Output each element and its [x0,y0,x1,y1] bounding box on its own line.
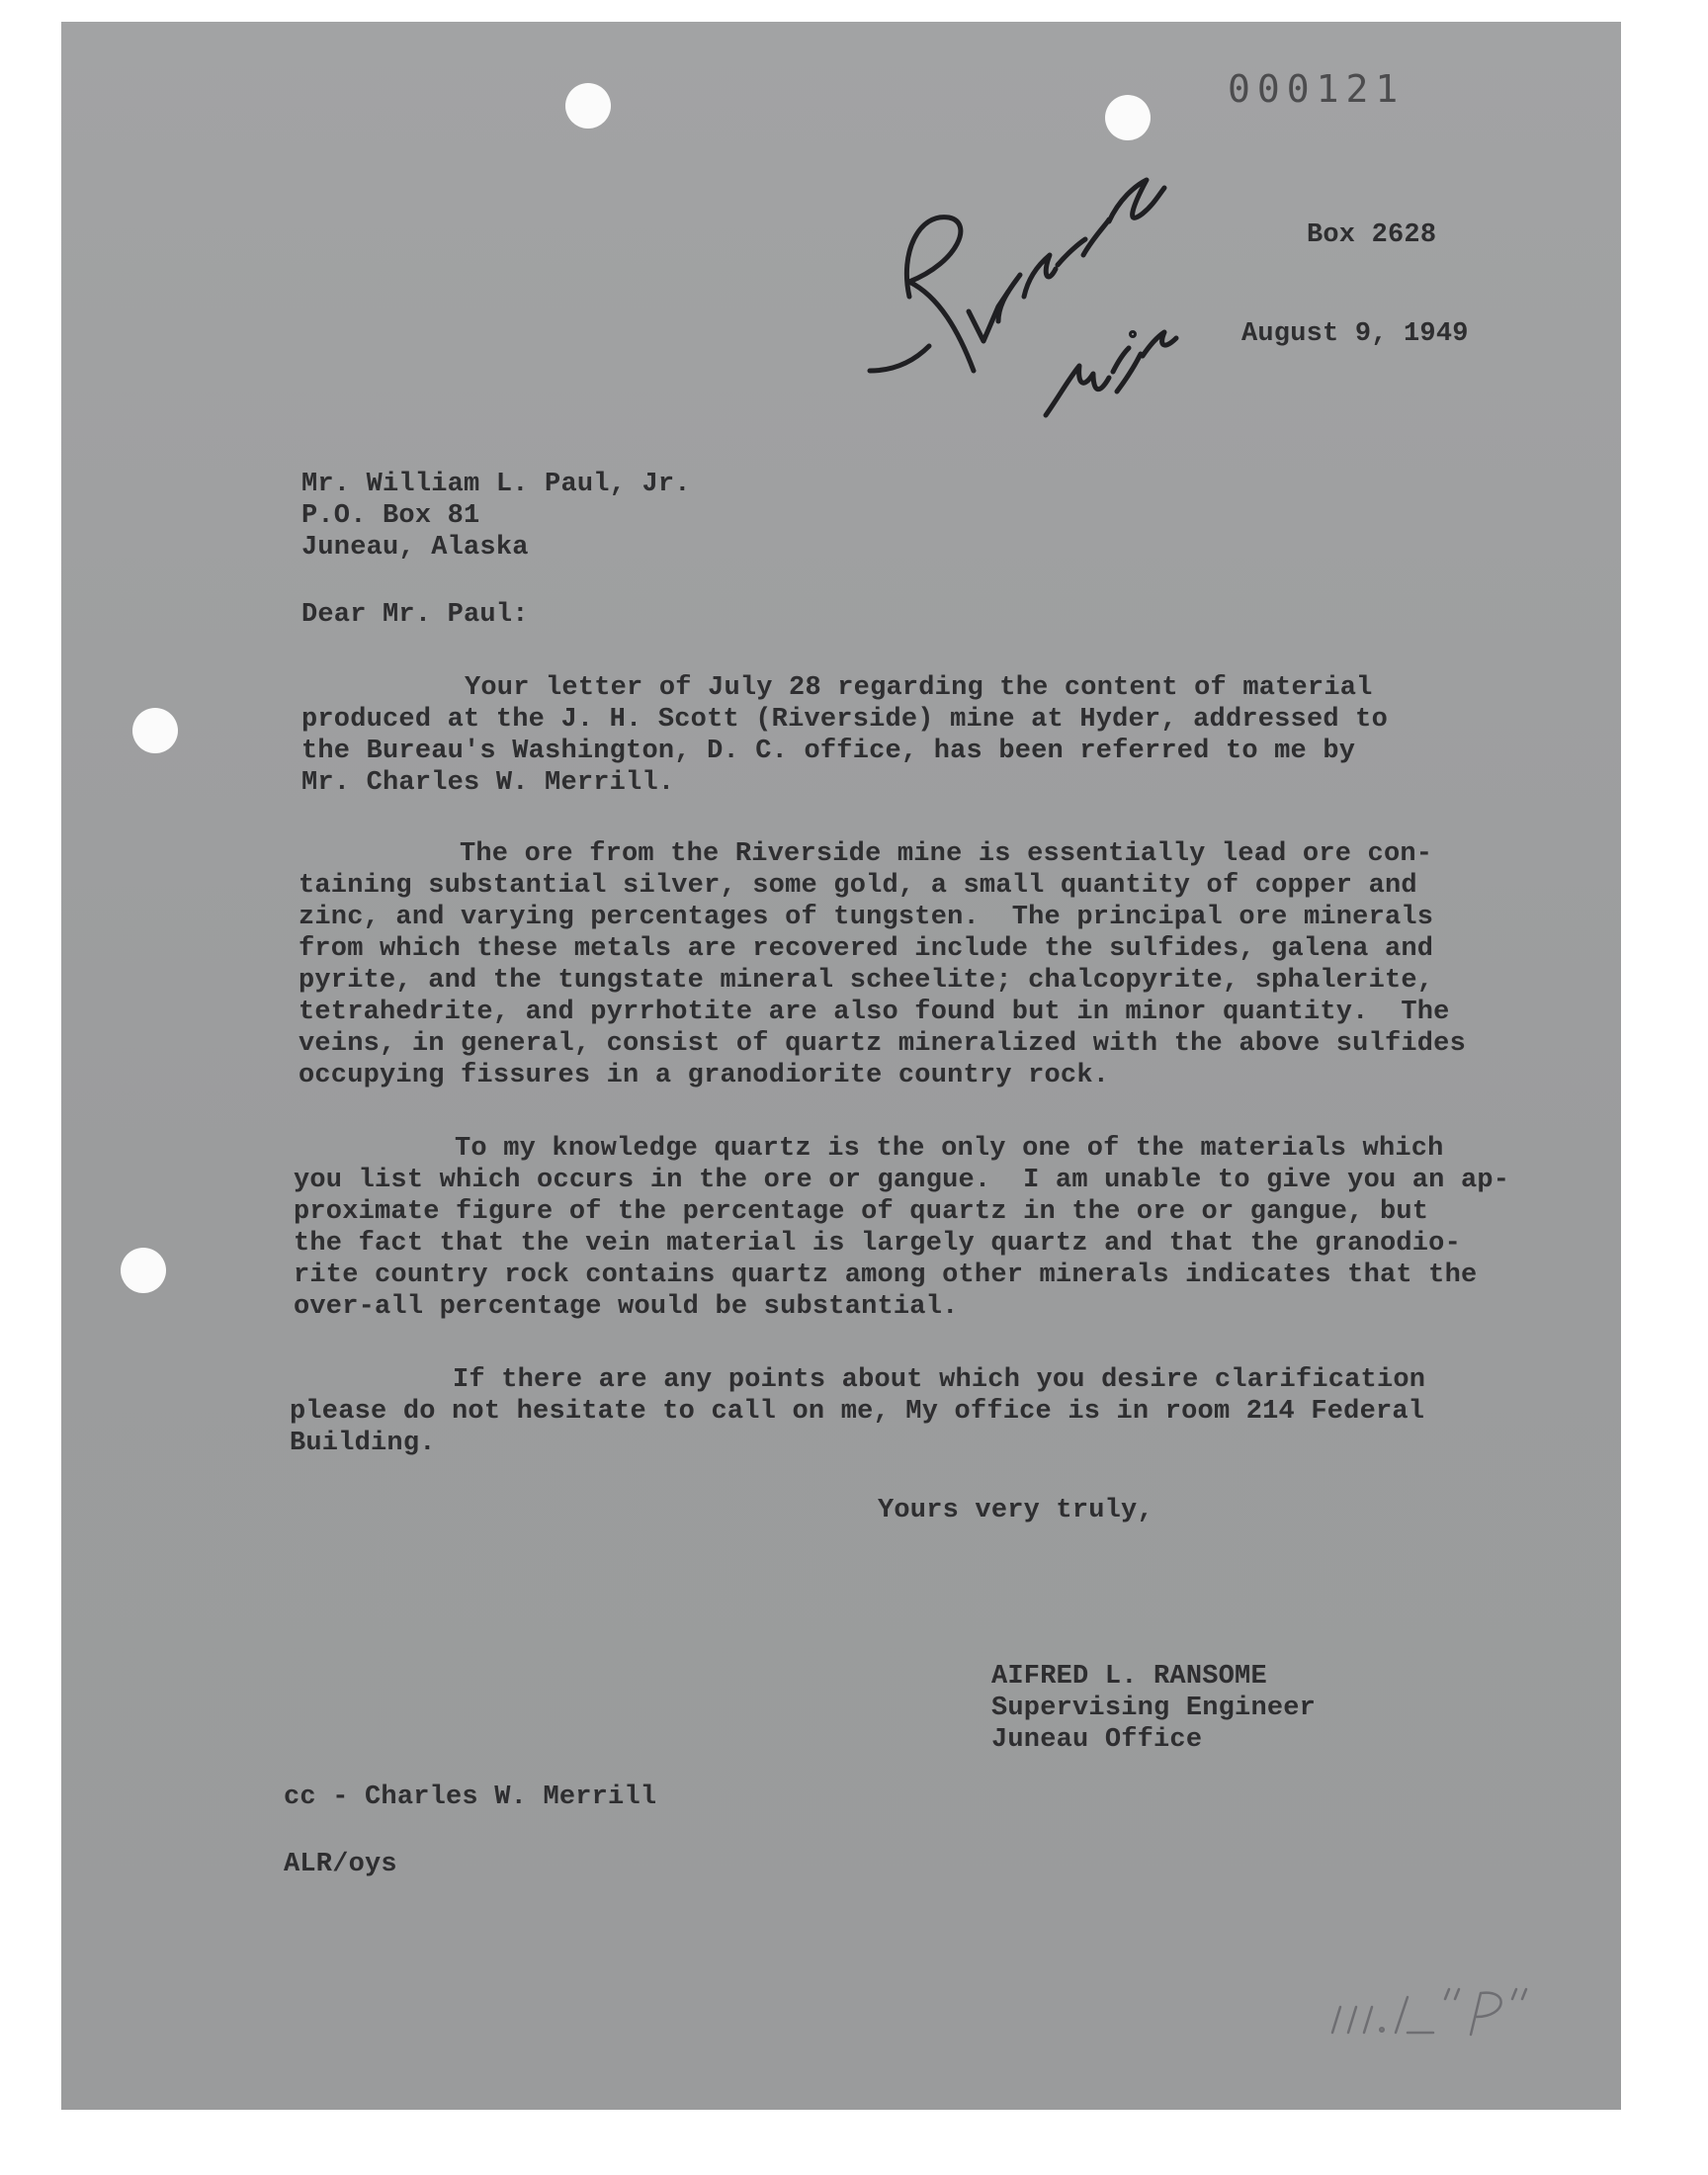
paragraph-line: the fact that the vein material is largely quartz and that the granodio- [294,1229,1461,1259]
letter-box-number: Box 2628 [1307,220,1437,250]
paragraph-line: The ore from the Riverside mine is essentially lead ore con- [460,839,1433,869]
paragraph-line: please do not hesitate to call on me, My office is in room 214 Federal [290,1397,1425,1427]
closing: Yours very truly, [878,1496,1153,1525]
paragraph-line: rite country rock contains quartz among other minerals indicates that the [294,1261,1478,1290]
paragraph-line: Building. [290,1429,436,1458]
letter-date: August 9, 1949 [1241,319,1469,349]
paragraph-line: zinc, and varying percentages of tungsten. The principal ore minerals [299,903,1434,932]
punch-hole-top-right [1105,95,1151,140]
recipient-city: Juneau, Alaska [301,533,529,563]
punch-hole-middle [132,708,178,753]
recipient-address: P.O. Box 81 [301,501,480,531]
signer-name: AIFRED L. RANSOME [991,1662,1267,1692]
paragraph-line: To my knowledge quartz is the only one of the materials which [455,1134,1444,1164]
handwritten-riverside-mine [850,158,1186,435]
paragraph-line: Mr. Charles W. Merrill. [301,768,675,798]
punch-hole-lower [121,1248,166,1293]
salutation: Dear Mr. Paul: [301,600,529,630]
signer-office: Juneau Office [991,1725,1203,1755]
recipient-name: Mr. William L. Paul, Jr. [301,470,691,499]
paragraph-line: from which these metals are recovered include the sulfides, galena and [299,934,1434,964]
paragraph-line: veins, in general, consist of quartz mineralized with the above sulfides [299,1029,1466,1059]
paragraph-line: If there are any points about which you desire clarification [453,1365,1426,1395]
paragraph-line: produced at the J. H. Scott (Riverside) mine at Hyder, addressed to [301,705,1388,735]
paragraph-line: tetrahedrite, and pyrrhotite are also found but in minor quantity. The [299,998,1450,1027]
paragraph-line: over-all percentage would be substantial. [294,1292,959,1322]
pencil-note [1323,1975,1570,2044]
paragraph-line: taining substantial silver, some gold, a small quantity of copper and [299,871,1417,901]
carbon-copy: cc - Charles W. Merrill [284,1783,657,1812]
paragraph-line: Your letter of July 28 regarding the content of material [465,673,1373,703]
paragraph-line: proximate figure of the percentage of quartz in the ore or gangue, but [294,1197,1429,1227]
signer-title: Supervising Engineer [991,1694,1317,1723]
paragraph-line: you list which occurs in the ore or gangue. I am unable to give you an ap- [294,1166,1510,1195]
paragraph-line: occupying fissures in a granodiorite country rock. [299,1061,1110,1090]
reference-initials: ALR/oys [284,1850,397,1879]
page-number-stamp: 000121 [1228,67,1406,111]
punch-hole-top-left [565,83,611,129]
paragraph-line: pyrite, and the tungstate mineral scheelite; chalcopyrite, sphalerite, [299,966,1434,996]
paragraph-line: the Bureau's Washington, D. C. office, has been referred to me by [301,737,1356,766]
